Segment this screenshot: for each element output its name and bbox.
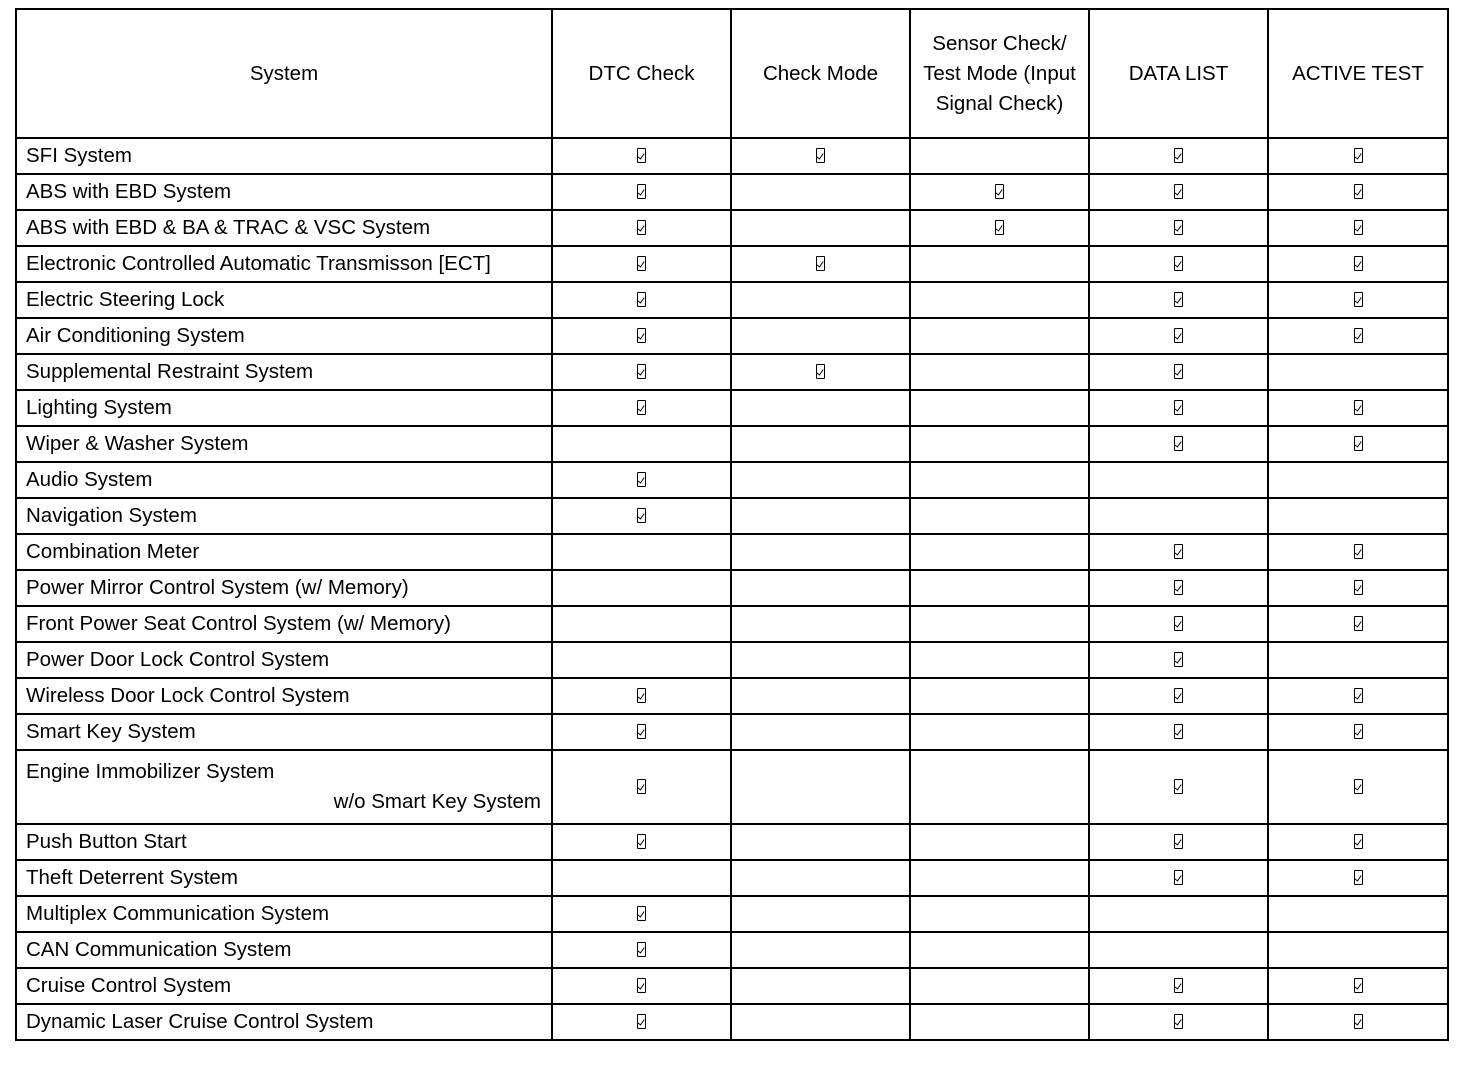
system-name-cell [16,138,552,174]
cell-data-list [1089,570,1268,606]
cell-dtc-check [552,534,731,570]
check-mark-icon [637,688,646,703]
system-name: Electric Steering Lock [26,288,225,311]
cell-dtc-check [552,968,731,1004]
check-mark-icon [1174,580,1183,595]
cell-dtc-check [552,642,731,678]
cell-active-test [1268,210,1448,246]
check-mark-icon [1174,544,1183,559]
table-row [16,860,1448,896]
cell-active-test [1268,426,1448,462]
table-row [16,1004,1448,1040]
check-mark-icon [1354,184,1363,199]
cell-data-list [1089,642,1268,678]
cell-data-list [1089,426,1268,462]
cell-data-list [1089,824,1268,860]
system-name: Air Conditioning System [26,324,245,347]
cell-data-list [1089,896,1268,932]
system-name: ABS with EBD & BA & TRAC & VSC System [26,216,431,239]
system-name-cell [16,824,552,860]
cell-sensor-check [910,570,1089,606]
cell-dtc-check [552,860,731,896]
check-mark-icon [637,724,646,739]
cell-check-mode [731,174,910,210]
check-mark-icon [637,942,646,957]
cell-data-list [1089,462,1268,498]
system-name-cell [16,750,552,824]
cell-sensor-check [910,462,1089,498]
cell-active-test [1268,318,1448,354]
cell-active-test [1268,174,1448,210]
cell-data-list [1089,932,1268,968]
cell-data-list [1089,318,1268,354]
cell-check-mode [731,498,910,534]
check-mark-icon [637,400,646,415]
cell-sensor-check [910,174,1089,210]
cell-check-mode [731,1004,910,1040]
check-mark-icon [1354,436,1363,451]
check-mark-icon [637,508,646,523]
cell-check-mode [731,354,910,390]
system-name-cell [16,210,552,246]
check-mark-icon [1354,148,1363,163]
check-mark-icon [995,220,1004,235]
check-mark-icon [637,256,646,271]
cell-sensor-check [910,896,1089,932]
cell-check-mode [731,932,910,968]
cell-sensor-check [910,354,1089,390]
cell-dtc-check [552,932,731,968]
system-name: Push Button Start [26,830,187,853]
system-name: Wiper & Washer System [26,432,249,455]
table-body [16,138,1448,1040]
system-name-cell [16,354,552,390]
cell-check-mode [731,750,910,824]
cell-check-mode [731,426,910,462]
table-row [16,642,1448,678]
cell-sensor-check [910,318,1089,354]
cell-dtc-check [552,174,731,210]
table-row [16,174,1448,210]
system-name-cell [16,642,552,678]
table-row [16,606,1448,642]
system-name-cell [16,426,552,462]
header-check-mode: Check Mode [731,9,910,138]
cell-sensor-check [910,498,1089,534]
table-row [16,426,1448,462]
check-mark-icon [1354,978,1363,993]
header-row [16,9,1448,138]
table-row [16,824,1448,860]
cell-dtc-check [552,498,731,534]
check-mark-icon [1174,616,1183,631]
cell-check-mode [731,210,910,246]
system-name-cell [16,318,552,354]
check-mark-icon [1354,220,1363,235]
system-name: Dynamic Laser Cruise Control System [26,1010,374,1033]
system-name: Lighting System [26,396,172,419]
table-row [16,462,1448,498]
cell-sensor-check [910,210,1089,246]
cell-sensor-check [910,932,1089,968]
cell-dtc-check [552,138,731,174]
cell-sensor-check [910,678,1089,714]
check-mark-icon [637,148,646,163]
system-name-cell [16,968,552,1004]
cell-active-test [1268,138,1448,174]
cell-active-test [1268,498,1448,534]
cell-data-list [1089,282,1268,318]
cell-data-list [1089,1004,1268,1040]
check-mark-icon [1354,616,1363,631]
cell-active-test [1268,968,1448,1004]
cell-check-mode [731,896,910,932]
check-mark-icon [637,292,646,307]
check-mark-icon [1174,724,1183,739]
cell-active-test [1268,714,1448,750]
cell-dtc-check [552,318,731,354]
check-mark-icon [637,779,646,794]
system-name: ABS with EBD System [26,180,232,203]
check-mark-icon [637,906,646,921]
check-mark-icon [1174,1014,1183,1029]
cell-dtc-check [552,390,731,426]
header-active-test: ACTIVE TEST [1268,9,1448,138]
system-name-cell [16,860,552,896]
check-mark-icon [1174,364,1183,379]
check-mark-icon [637,472,646,487]
check-mark-icon [637,220,646,235]
cell-check-mode [731,860,910,896]
cell-check-mode [731,282,910,318]
cell-check-mode [731,606,910,642]
check-mark-icon [1354,688,1363,703]
system-name-cell [16,570,552,606]
cell-active-test [1268,750,1448,824]
cell-active-test [1268,246,1448,282]
cell-dtc-check [552,678,731,714]
cell-check-mode [731,678,910,714]
check-mark-icon [1354,292,1363,307]
system-name: Power Door Lock Control System [26,648,330,671]
cell-check-mode [731,138,910,174]
check-mark-icon [1174,978,1183,993]
system-name-qualifier: w/o Smart Key System [333,790,541,813]
table-row [16,246,1448,282]
system-name: Navigation System [26,504,197,527]
table-row [16,282,1448,318]
cell-check-mode [731,246,910,282]
system-name-cell [16,174,552,210]
cell-data-list [1089,390,1268,426]
cell-active-test [1268,606,1448,642]
check-mark-icon [1174,148,1183,163]
cell-check-mode [731,968,910,1004]
system-name-cell [16,606,552,642]
system-name-cell [16,896,552,932]
cell-active-test [1268,678,1448,714]
cell-sensor-check [910,968,1089,1004]
cell-active-test [1268,390,1448,426]
check-mark-icon [1354,580,1363,595]
cell-data-list [1089,498,1268,534]
check-mark-icon [1354,724,1363,739]
system-name: Front Power Seat Control System (w/ Memory) [26,612,451,635]
cell-active-test [1268,642,1448,678]
header-sensor-check: Sensor Check/ Test Mode (Input Signal Check) [910,9,1089,138]
header-data-list: DATA LIST [1089,9,1268,138]
cell-dtc-check [552,896,731,932]
check-mark-icon [637,1014,646,1029]
cell-dtc-check [552,354,731,390]
check-mark-icon [1354,870,1363,885]
cell-sensor-check [910,426,1089,462]
system-name: Power Mirror Control System (w/ Memory) [26,576,409,599]
cell-check-mode [731,642,910,678]
cell-dtc-check [552,282,731,318]
cell-active-test [1268,462,1448,498]
check-mark-icon [1174,652,1183,667]
check-mark-icon [1174,328,1183,343]
cell-data-list [1089,174,1268,210]
cell-sensor-check [910,390,1089,426]
system-name: Electronic Controlled Automatic Transmisson [ECT] [26,252,491,275]
cell-sensor-check [910,138,1089,174]
table-row [16,534,1448,570]
cell-sensor-check [910,246,1089,282]
header-system: System [16,9,552,138]
system-name: Combination Meter [26,540,200,563]
system-name-cell [16,462,552,498]
system-name: Supplemental Restraint System [26,360,314,383]
cell-data-list [1089,354,1268,390]
check-mark-icon [637,834,646,849]
cell-check-mode [731,570,910,606]
cell-check-mode [731,462,910,498]
system-name-cell [16,390,552,426]
cell-active-test [1268,354,1448,390]
check-mark-icon [637,184,646,199]
check-mark-icon [637,978,646,993]
cell-dtc-check [552,606,731,642]
table-row [16,968,1448,1004]
cell-data-list [1089,606,1268,642]
check-mark-icon [1174,256,1183,271]
check-mark-icon [1174,870,1183,885]
check-mark-icon [1174,184,1183,199]
cell-active-test [1268,896,1448,932]
cell-data-list [1089,860,1268,896]
cell-data-list [1089,210,1268,246]
cell-data-list [1089,534,1268,570]
cell-sensor-check [910,282,1089,318]
table-row [16,678,1448,714]
cell-active-test [1268,282,1448,318]
system-name: Smart Key System [26,720,196,743]
cell-dtc-check [552,462,731,498]
table-row [16,896,1448,932]
system-name-cell [16,498,552,534]
check-mark-icon [1354,779,1363,794]
system-name-cell [16,678,552,714]
table-row [16,714,1448,750]
table-row [16,750,1448,824]
system-name: SFI System [26,144,132,167]
cell-active-test [1268,824,1448,860]
system-name-cell [16,246,552,282]
cell-dtc-check [552,714,731,750]
check-mark-icon [995,184,1004,199]
check-mark-icon [1174,688,1183,703]
cell-active-test [1268,932,1448,968]
check-mark-icon [1174,436,1183,451]
system-name: Cruise Control System [26,974,232,997]
system-name-cell [16,714,552,750]
cell-check-mode [731,824,910,860]
system-name: CAN Communication System [26,938,292,961]
check-mark-icon [637,364,646,379]
system-name: Engine Immobilizer System [26,760,275,783]
system-name-cell [16,282,552,318]
check-mark-icon [1174,292,1183,307]
check-mark-icon [1174,400,1183,415]
table-row [16,498,1448,534]
check-mark-icon [1174,779,1183,794]
check-mark-icon [816,148,825,163]
cell-data-list [1089,968,1268,1004]
check-mark-icon [816,364,825,379]
check-mark-icon [1354,400,1363,415]
system-name: Theft Deterrent System [26,866,238,889]
system-name: Wireless Door Lock Control System [26,684,350,707]
check-mark-icon [1354,328,1363,343]
check-mark-icon [637,328,646,343]
cell-data-list [1089,246,1268,282]
check-mark-icon [1354,1014,1363,1029]
cell-sensor-check [910,714,1089,750]
system-name-cell [16,1004,552,1040]
cell-active-test [1268,570,1448,606]
check-mark-icon [1354,544,1363,559]
cell-dtc-check [552,824,731,860]
table-row [16,390,1448,426]
cell-check-mode [731,390,910,426]
table-row [16,318,1448,354]
cell-sensor-check [910,1004,1089,1040]
cell-dtc-check [552,246,731,282]
table-row [16,932,1448,968]
cell-check-mode [731,534,910,570]
system-name: Audio System [26,468,153,491]
table-row [16,354,1448,390]
cell-dtc-check [552,426,731,462]
cell-sensor-check [910,750,1089,824]
cell-sensor-check [910,534,1089,570]
system-name: Multiplex Communication System [26,902,330,925]
system-name-cell [16,534,552,570]
check-mark-icon [816,256,825,271]
check-mark-icon [1354,834,1363,849]
cell-dtc-check [552,570,731,606]
cell-check-mode [731,714,910,750]
cell-dtc-check [552,210,731,246]
cell-sensor-check [910,606,1089,642]
function-support-table [15,8,1449,1041]
table-row [16,570,1448,606]
cell-active-test [1268,860,1448,896]
cell-data-list [1089,678,1268,714]
cell-active-test [1268,534,1448,570]
cell-sensor-check [910,642,1089,678]
cell-data-list [1089,750,1268,824]
cell-sensor-check [910,824,1089,860]
cell-sensor-check [910,860,1089,896]
cell-check-mode [731,318,910,354]
cell-data-list [1089,714,1268,750]
table-row [16,138,1448,174]
check-mark-icon [1174,220,1183,235]
cell-dtc-check [552,1004,731,1040]
check-mark-icon [1174,834,1183,849]
cell-active-test [1268,1004,1448,1040]
system-name-cell [16,932,552,968]
header-dtc-check: DTC Check [552,9,731,138]
check-mark-icon [1354,256,1363,271]
cell-dtc-check [552,750,731,824]
cell-data-list [1089,138,1268,174]
table-row [16,210,1448,246]
